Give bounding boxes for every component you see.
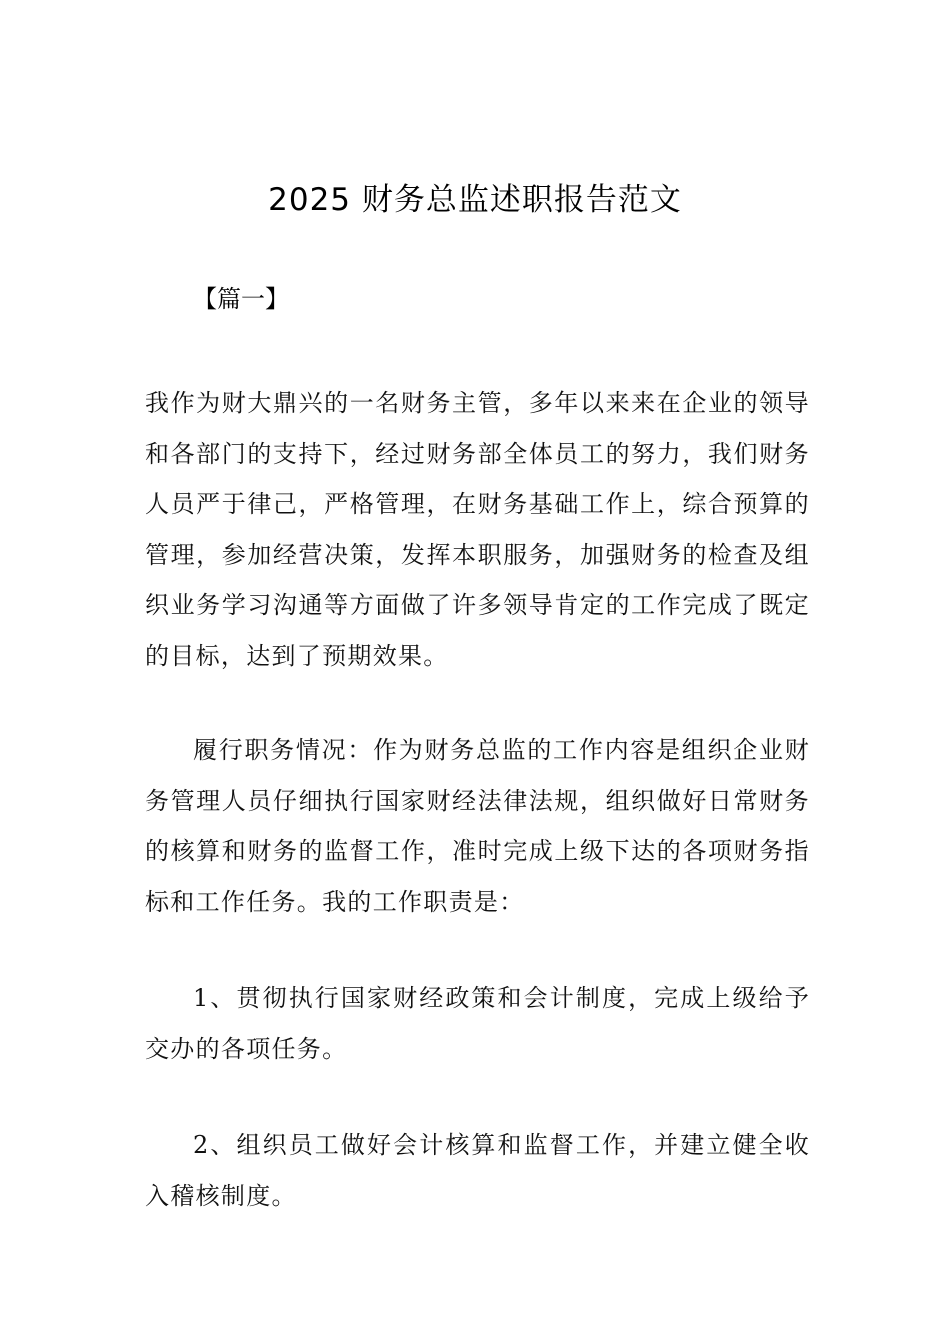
paragraph-duties: 履行职务情况：作为财务总监的工作内容是组织企业财务管理人员仔细执行国家财经法律法规，组织做好日常财务的核算和财务的监督工作，准时完成上级下达的各项财务指标和工作任务。我的工作职责是： (145, 736, 810, 916)
paragraph-item-1: 1、贯彻执行国家财经政策和会计制度，完成上级给予交办的各项任务。 (145, 984, 810, 1063)
document-title: 2025 财务总监述职报告范文 (268, 182, 682, 218)
paragraph-item-2: 2、组织员工做好会计核算和监督工作，并建立健全收入稽核制度。 (145, 1131, 810, 1210)
paragraph-intro: 我作为财大鼎兴的一名财务主管，多年以来来在企业的领导和各部门的支持下，经过财务部全体员工的努力，我们财务人员严于律己，严格管理，在财务基础工作上，综合预算的管理，参加经营决策，发挥本职服务，加强财务的检查及组织业务学习沟通等方面做了许多领导肯定的工作完成了既定的目标，达到了预期效果。 (145, 389, 810, 670)
section-label: 【篇一】 (193, 285, 289, 313)
